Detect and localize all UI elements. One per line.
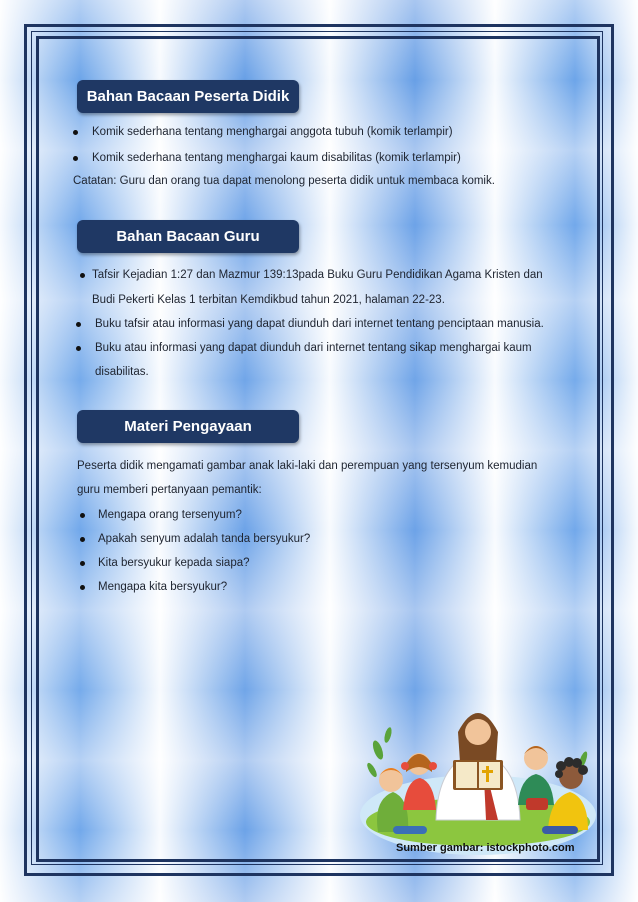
bullet-icon (80, 537, 85, 542)
jesus-with-children-illustration (358, 700, 598, 860)
heading-bahan-bacaan-guru: Bahan Bacaan Guru (77, 220, 299, 253)
note-text: Catatan: Guru dan orang tua dapat menolong peserta didik untuk membaca komik. (73, 175, 495, 187)
bullet-icon (80, 561, 85, 566)
list-item: Buku atau informasi yang dapat diunduh dari internet tentang sikap menghargai kaum (95, 342, 532, 354)
image-credit: Sumber gambar: istockphoto.com (396, 842, 575, 854)
bullet-icon (80, 513, 85, 518)
question-item: Mengapa kita bersyukur? (98, 581, 228, 593)
list-item: Komik sederhana tentang menghargai kaum disabilitas (komik terlampir) (92, 152, 461, 164)
bullet-icon (80, 585, 85, 590)
list-item: Buku tafsir atau informasi yang dapat diunduh dari internet tentang penciptaan manusia. (95, 318, 544, 330)
bullet-icon (73, 156, 78, 161)
bullet-icon (80, 273, 85, 278)
bullet-icon (73, 130, 78, 135)
list-item: Komik sederhana tentang menghargai anggota tubuh (komik terlampir) (92, 126, 453, 138)
question-item: Mengapa orang tersenyum? (98, 509, 242, 521)
list-item-continuation: Budi Pekerti Kelas 1 terbitan Kemdikbud tahun 2021, halaman 22-23. (92, 294, 445, 306)
list-item: Tafsir Kejadian 1:27 dan Mazmur 139:13pada Buku Guru Pendidikan Agama Kristen dan (92, 269, 543, 281)
heading-materi-pengayaan: Materi Pengayaan (77, 410, 299, 443)
intro-text: Peserta didik mengamati gambar anak laki-laki dan perempuan yang tersenyum kemudian (77, 460, 538, 472)
bullet-icon (76, 322, 81, 327)
list-item-continuation: disabilitas. (95, 366, 149, 378)
intro-text-continuation: guru memberi pertanyaan pemantik: (77, 484, 262, 496)
question-item: Apakah senyum adalah tanda bersyukur? (98, 533, 311, 545)
heading-bahan-bacaan-peserta-didik: Bahan Bacaan Peserta Didik (77, 80, 299, 113)
question-item: Kita bersyukur kepada siapa? (98, 557, 250, 569)
bullet-icon (76, 346, 81, 351)
